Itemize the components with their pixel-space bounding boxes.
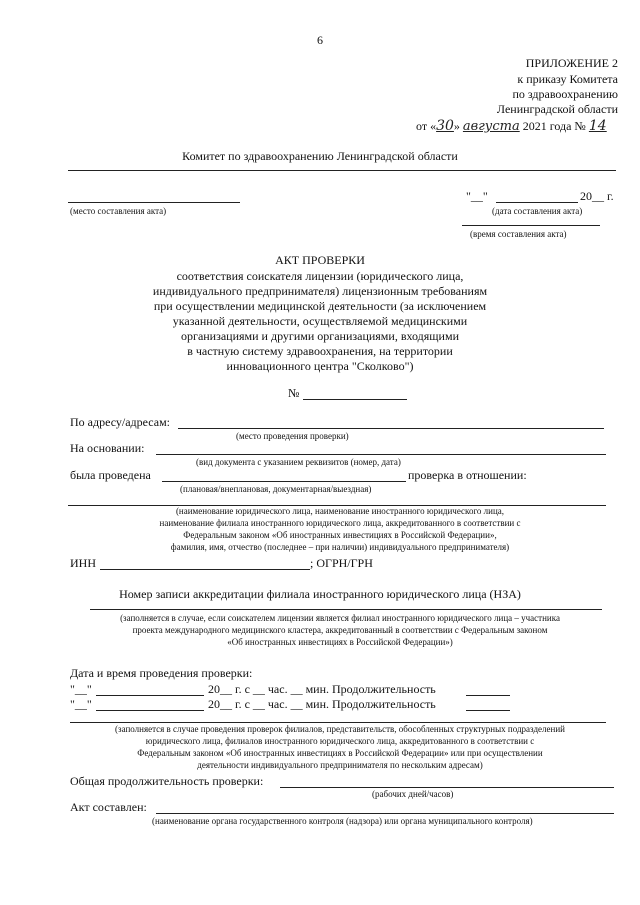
conducted-line: [162, 481, 406, 482]
place-hint: (место составления акта): [70, 206, 167, 216]
total-duration-line: [280, 787, 614, 788]
title-line: индивидуального предпринимателя) лицензионным требованиям: [152, 284, 488, 298]
compiled-line: [156, 813, 614, 814]
basis-label: На основании:: [70, 441, 145, 455]
time-hint: (время составления акта): [470, 229, 567, 239]
date-prefix: от «: [416, 119, 437, 133]
entity-hint: фамилия, имя, отчество (последнее – при наличии) индивидуального предпринимателя): [170, 542, 510, 552]
branches-line: [70, 722, 606, 723]
date-quotes: "__": [466, 189, 488, 203]
title-line: инновационного центра "Сколково"): [226, 359, 414, 373]
dt-row2-duration-line: [466, 710, 510, 711]
handwritten-day: 30: [436, 118, 454, 134]
nza-line: [90, 609, 602, 610]
entity-hint: (наименование юридического лица, наименование иностранного юридического лица,: [175, 506, 505, 516]
conducted-relation: проверка в отношении:: [408, 468, 527, 482]
conducted-label: была проведена: [70, 468, 151, 482]
date-mid: »: [453, 119, 460, 133]
total-duration-label: Общая продолжительность проверки:: [70, 774, 264, 788]
entity-hint: наименование филиала иностранного юридического лица, аккредитованного в соответствии с: [159, 518, 521, 528]
date-month-line: [496, 202, 578, 203]
nza-heading: Номер записи аккредитации филиала иностранного юридического лица (НЗА): [119, 587, 521, 601]
dt-row2-month-line: [96, 710, 204, 711]
title-line: организациями и другими организациями, входящими: [181, 329, 459, 343]
dt-row1-text: 20__ г. с __ час. __ мин. Продолжительность: [208, 682, 436, 696]
branches-hint: (заполняется в случае проведения проверок филиалов, представительств, обособленных структурных подразделений: [115, 724, 565, 734]
date-year: 20__ г.: [580, 189, 614, 203]
appendix-order-line: к приказу Комитета: [517, 72, 618, 86]
title-line: указанной деятельности, осуществляемой медицинскими: [172, 314, 468, 328]
dt-row2-text: 20__ г. с __ час. __ мин. Продолжительность: [208, 697, 436, 711]
conducted-hint: (плановая/внеплановая, документарная/выездная): [180, 484, 372, 494]
basis-hint: (вид документа с указанием реквизитов (номер, дата): [196, 457, 401, 467]
branches-hint: Федеральным законом «Об иностранных инвестициях в Российской Федерации» или при осуществлении: [137, 748, 543, 758]
appendix-title: ПРИЛОЖЕНИЕ 2: [525, 56, 618, 70]
dt-row1-quotes: "__": [70, 682, 92, 696]
page-number: 6: [317, 33, 323, 47]
address-line: [178, 428, 604, 429]
compiled-hint: (наименование органа государственного контроля (надзора) или органа муниципального контроля): [152, 816, 533, 826]
entity-hint: Федеральным законом «Об иностранных инвестициях в Российской Федерации»,: [183, 530, 497, 540]
nza-hint: проекта международного медицинского кластера, аккредитованный в соответствии с Федеральным законом: [132, 625, 548, 635]
dt-row2-quotes: "__": [70, 697, 92, 711]
inn-label: ИНН: [70, 556, 96, 570]
branches-hint: юридического лица, филиалов иностранного юридического лица, аккредитованного в соответствии с: [145, 736, 535, 746]
committee-name: Комитет по здравоохранению Ленинградской области: [182, 149, 458, 163]
nza-hint: «Об иностранных инвестициях в Российской Федерации»): [227, 637, 453, 647]
place-line: [68, 202, 240, 203]
appendix-region-line: Ленинградской области: [496, 102, 618, 116]
total-duration-hint: (рабочих дней/часов): [372, 789, 454, 799]
act-number-line: [303, 399, 407, 400]
inn-line: [100, 569, 310, 570]
title-line: соответствия соискателя лицензии (юридического лица,: [176, 269, 464, 283]
address-label: По адресу/адресам:: [70, 415, 171, 429]
handwritten-month: августа: [462, 119, 520, 134]
branches-hint: деятельности индивидуального предпринимателя по нескольким адресам): [197, 760, 483, 770]
compiled-label: Акт составлен:: [70, 800, 147, 814]
title-line: при осуществлении медицинской деятельности (за исключением: [153, 299, 487, 313]
appendix-committee-line: по здравоохранению: [512, 87, 618, 101]
time-line: [462, 225, 600, 226]
handwritten-number: 14: [588, 118, 607, 134]
title-line: в частную систему здравоохранения, на территории: [187, 344, 453, 358]
nza-hint: (заполняется в случае, если соискателем лицензии является филиал иностранного юридического лица – участника: [120, 613, 560, 623]
date-hint: (дата составления акта): [492, 206, 583, 216]
dt-row1-duration-line: [466, 695, 510, 696]
year-text: 2021 года №: [522, 119, 586, 133]
address-hint: (место проведения проверки): [236, 431, 349, 441]
basis-line: [156, 454, 606, 455]
appendix-date-line: [416, 119, 607, 133]
committee-underline: [68, 170, 616, 171]
act-title: АКТ ПРОВЕРКИ: [275, 253, 365, 267]
datetime-heading: Дата и время проведения проверки:: [70, 666, 253, 680]
act-number-sign: №: [288, 386, 300, 400]
dt-row1-month-line: [96, 695, 204, 696]
ogrn-label: ; ОГРН/ГРН: [310, 556, 373, 570]
